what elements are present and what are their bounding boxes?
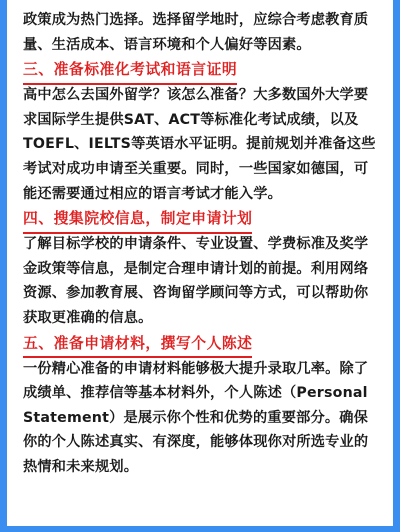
heading-row-exams: [23, 58, 379, 83]
paragraph-research: 了解目标学校的申请条件、专业设置、学费标准及奖学金政策等信息，是制定合理申请计划的前提。利用网络资源、参加教育展、咨询留学顾问等方式，可以帮助你获取更准确的信息。: [23, 236, 369, 326]
paragraph-materials: 一份精心准备的申请材料能够极大提升录取几率。除了成绩单、推荐信等基本材料外，个人陈述（Personal Statement）是展示你个性和优势的重要部分。确保你的个人陈述真实、有深度，能够体现你对所选专业的热情和未来规划。: [23, 360, 369, 475]
section-heading-exams: 三、准备标准化考试和语言证明: [23, 58, 237, 85]
section-heading-research: 四、搜集院校信息，制定申请计划: [23, 207, 252, 234]
heading-row-materials: [23, 332, 379, 357]
article-content: [23, 8, 379, 480]
paragraph-exams: 高中怎么去国外留学？该怎么准备？大多数国外大学要求国际学生提供SAT、ACT等标准化考试成绩，以及TOEFL、IELTS等英语水平证明。提前规划并准备这些考试对成功申请至关重要。同时，一些国家如德国，可能还需要通过相应的语言考试才能入学。: [23, 87, 376, 202]
paragraph-destination-factors: 政策成为热门选择。选择留学地时，应综合考虑教育质量、生活成本、语言环境和个人偏好等因素。: [23, 12, 369, 53]
section-heading-materials: 五、准备申请材料，撰写个人陈述: [23, 332, 252, 359]
heading-row-research: [23, 207, 379, 232]
